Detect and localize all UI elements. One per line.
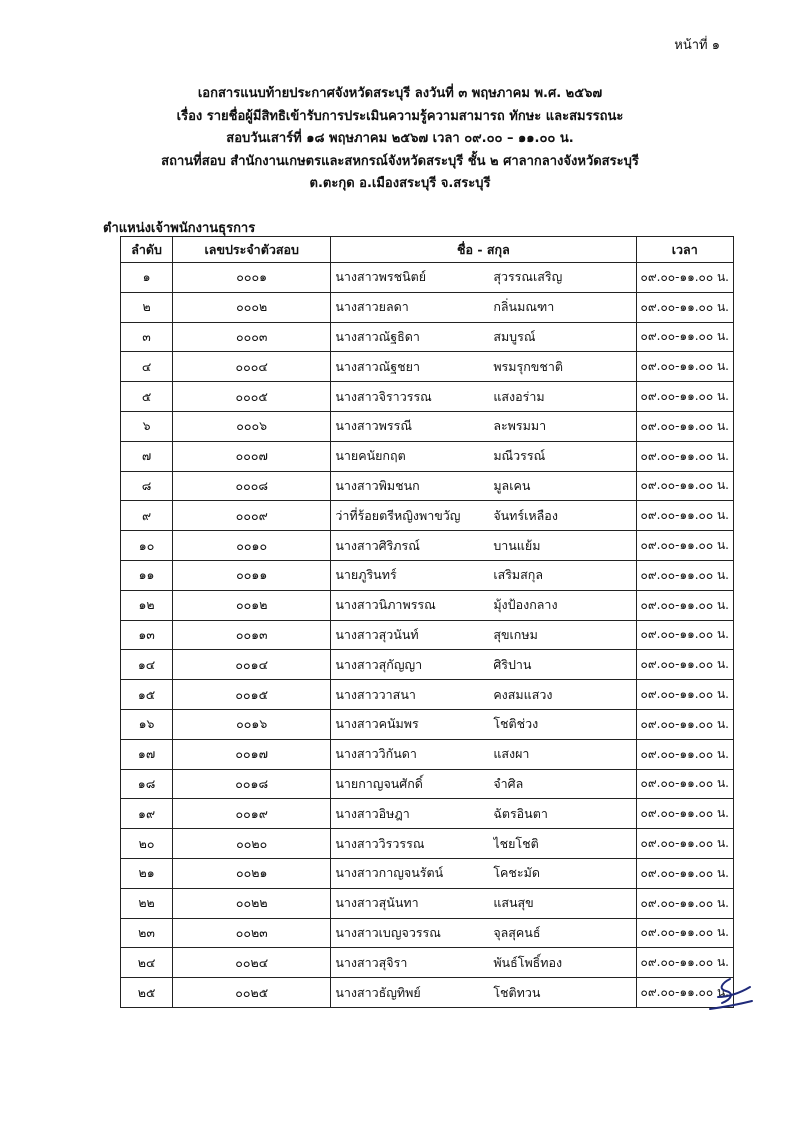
row-time: ๐๙.๐๐-๑๑.๐๐ น. — [636, 918, 733, 948]
row-name — [331, 352, 636, 382]
row-name — [331, 263, 636, 293]
row-first-name: นางสาวณัฐธิดา — [335, 328, 420, 344]
row-name — [331, 382, 636, 412]
row-last-name: โชติทวน — [493, 984, 541, 1000]
row-name — [331, 769, 636, 799]
row-name — [331, 411, 636, 441]
row-name-wrap — [335, 834, 631, 854]
row-first-name: นายคนัยกฤต — [335, 448, 406, 464]
row-first-name: นางสาวณัฐชยา — [335, 358, 420, 374]
row-last-name: พรมรุกขชาติ — [493, 358, 563, 374]
row-last-name: จำศิล — [493, 775, 524, 791]
row-seq: ๑๗ — [121, 739, 173, 769]
row-time: ๐๙.๐๐-๑๑.๐๐ น. — [636, 620, 733, 650]
row-time: ๐๙.๐๐-๑๑.๐๐ น. — [636, 292, 733, 322]
row-first-name: นางสาวคนัมพร — [335, 716, 419, 732]
row-seq: ๗ — [121, 441, 173, 471]
row-time: ๐๙.๐๐-๑๑.๐๐ น. — [636, 590, 733, 620]
table-row — [121, 739, 734, 769]
column-header-name: ชื่อ - สกุล — [331, 237, 636, 263]
row-name — [331, 978, 636, 1008]
row-name-wrap — [335, 863, 631, 883]
table-row — [121, 382, 734, 412]
table-row — [121, 471, 734, 501]
row-name — [331, 799, 636, 829]
row-first-name: นางสาวพรรณี — [335, 418, 412, 434]
row-time: ๐๙.๐๐-๑๑.๐๐ น. — [636, 352, 733, 382]
row-first-name: นางสาวจิราวรรณ — [335, 388, 432, 404]
row-seq: ๘ — [121, 471, 173, 501]
row-exam-id: ๐๐๐๒ — [173, 292, 331, 322]
table-row — [121, 978, 734, 1008]
row-name-wrap — [335, 387, 631, 407]
row-first-name: นางสาวพิมชนก — [335, 477, 420, 493]
table-row — [121, 888, 734, 918]
row-name — [331, 888, 636, 918]
row-last-name: แสนสุข — [493, 895, 534, 911]
row-name — [331, 858, 636, 888]
row-time: ๐๙.๐๐-๑๑.๐๐ น. — [636, 739, 733, 769]
row-exam-id: ๐๐๐๗ — [173, 441, 331, 471]
row-seq: ๑๙ — [121, 799, 173, 829]
row-seq: ๑ — [121, 263, 173, 293]
row-name — [331, 709, 636, 739]
position-title: ตำแหน่งเจ้าพนักงานธุรการ — [103, 221, 256, 236]
row-name-wrap — [335, 327, 631, 347]
row-first-name: นางสาวสุวนันท์ — [335, 626, 419, 642]
table-row — [121, 769, 734, 799]
row-name — [331, 829, 636, 859]
row-seq: ๑๔ — [121, 650, 173, 680]
table-row — [121, 858, 734, 888]
row-seq: ๓ — [121, 322, 173, 352]
row-last-name: โชติช่วง — [493, 716, 539, 732]
row-time: ๐๙.๐๐-๑๑.๐๐ น. — [636, 650, 733, 680]
row-time: ๐๙.๐๐-๑๑.๐๐ น. — [636, 441, 733, 471]
row-name — [331, 322, 636, 352]
header-line-1: เอกสารแนบท้ายประกาศจังหวัดสระบุรี ลงวันที่ ๓ พฤษภาคม พ.ศ. ๒๕๖๗ — [197, 86, 603, 101]
row-last-name: สมบูรณ์ — [493, 328, 536, 344]
document-header — [0, 83, 800, 196]
row-exam-id: ๐๐๒๒ — [173, 888, 331, 918]
row-seq: ๑๖ — [121, 709, 173, 739]
row-seq: ๕ — [121, 382, 173, 412]
row-name-wrap — [335, 565, 631, 585]
row-name-wrap — [335, 446, 631, 466]
row-time: ๐๙.๐๐-๑๑.๐๐ น. — [636, 411, 733, 441]
row-name-wrap — [335, 416, 631, 436]
row-last-name: คงสมแสวง — [493, 686, 553, 702]
row-time: ๐๙.๐๐-๑๑.๐๐ น. — [636, 263, 733, 293]
column-header-exam-id: เลขประจำตัวสอบ — [173, 237, 331, 263]
row-exam-id: ๐๐๐๔ — [173, 352, 331, 382]
table-row — [121, 799, 734, 829]
table-row — [121, 680, 734, 710]
row-name — [331, 739, 636, 769]
row-last-name: เสริมสกุล — [493, 567, 544, 583]
row-name — [331, 680, 636, 710]
row-first-name: นางสาวศิริภรณ์ — [335, 537, 420, 553]
row-name — [331, 620, 636, 650]
row-last-name: ละพรมมา — [493, 418, 547, 434]
row-exam-id: ๐๐๐๓ — [173, 322, 331, 352]
row-time: ๐๙.๐๐-๑๑.๐๐ น. — [636, 948, 733, 978]
row-name — [331, 590, 636, 620]
row-first-name: นางสาววิกันดา — [335, 746, 417, 762]
row-name-wrap — [335, 536, 631, 556]
row-exam-id: ๐๐๐๕ — [173, 382, 331, 412]
row-first-name: นางสาวสุกัญญา — [335, 656, 423, 672]
row-time: ๐๙.๐๐-๑๑.๐๐ น. — [636, 382, 733, 412]
header-line-4: สถานที่สอบ สำนักงานเกษตรและสหกรณ์จังหวัดสระบุรี ชั้น ๒ ศาลากลางจังหวัดสระบุรี — [161, 153, 639, 169]
row-time: ๐๙.๐๐-๑๑.๐๐ น. — [636, 978, 733, 1008]
header-line-2: เรื่อง รายชื่อผู้มีสิทธิเข้ารับการประเมินความรู้ความสามารถ ทักษะ และสมรรถนะ — [176, 108, 624, 124]
table-row — [121, 948, 734, 978]
row-last-name: โคชะมัด — [493, 865, 540, 881]
table-row — [121, 620, 734, 650]
row-exam-id: ๐๐๑๘ — [173, 769, 331, 799]
row-last-name: แสงผา — [493, 746, 530, 762]
row-exam-id: ๐๐๒๑ — [173, 858, 331, 888]
table-row — [121, 709, 734, 739]
table-header-row — [121, 237, 734, 263]
candidate-table — [120, 236, 734, 1008]
row-seq: ๙ — [121, 501, 173, 531]
row-last-name: สุวรรณเสริญ — [493, 269, 563, 285]
table-row — [121, 501, 734, 531]
row-exam-id: ๐๐๑๗ — [173, 739, 331, 769]
row-last-name: ศิริปาน — [493, 656, 532, 672]
row-name-wrap — [335, 625, 631, 645]
table-row — [121, 829, 734, 859]
row-name-wrap — [335, 774, 631, 794]
row-last-name: มณีวรรณ์ — [493, 448, 546, 464]
row-name — [331, 650, 636, 680]
row-time: ๐๙.๐๐-๑๑.๐๐ น. — [636, 501, 733, 531]
row-first-name: นางสาวสุจิรา — [335, 954, 408, 970]
row-first-name: นางสาวกาญจนรัตน์ — [335, 865, 444, 881]
row-last-name: มุ้งป้องกลาง — [493, 597, 558, 613]
row-name — [331, 292, 636, 322]
row-exam-id: ๐๐๐๙ — [173, 501, 331, 531]
row-exam-id: ๐๐๒๐ — [173, 829, 331, 859]
row-seq: ๑๘ — [121, 769, 173, 799]
row-exam-id: ๐๐๑๒ — [173, 590, 331, 620]
table-row — [121, 590, 734, 620]
header-line-3: สอบวันเสาร์ที่ ๑๘ พฤษภาคม ๒๕๖๗ เวลา ๐๙.๐๐ – ๑๑.๐๐ น. — [226, 131, 574, 146]
row-last-name: พันธ์โพธิ์ทอง — [493, 954, 563, 970]
row-exam-id: ๐๐๒๕ — [173, 978, 331, 1008]
row-name — [331, 948, 636, 978]
row-first-name: นางสาววิรวรรณ — [335, 835, 425, 851]
row-name-wrap — [335, 595, 631, 615]
row-last-name: ไชยโชติ — [493, 835, 539, 851]
row-seq: ๑๑ — [121, 560, 173, 590]
row-name-wrap — [335, 476, 631, 496]
page-number: หน้าที่ ๑ — [674, 38, 720, 53]
row-seq: ๒๔ — [121, 948, 173, 978]
table-row — [121, 322, 734, 352]
row-seq: ๒๓ — [121, 918, 173, 948]
row-time: ๐๙.๐๐-๑๑.๐๐ น. — [636, 531, 733, 561]
table-row — [121, 560, 734, 590]
table-row — [121, 352, 734, 382]
row-seq: ๒๑ — [121, 858, 173, 888]
row-first-name: นางสาวเบญจวรรณ — [335, 924, 441, 940]
row-name-wrap — [335, 983, 631, 1003]
row-name-wrap — [335, 804, 631, 824]
row-time: ๐๙.๐๐-๑๑.๐๐ น. — [636, 680, 733, 710]
table-row — [121, 918, 734, 948]
row-exam-id: ๐๐๑๙ — [173, 799, 331, 829]
row-first-name: นางสาวนิภาพรรณ — [335, 597, 436, 613]
row-time: ๐๙.๐๐-๑๑.๐๐ น. — [636, 709, 733, 739]
row-exam-id: ๐๐๐๘ — [173, 471, 331, 501]
row-exam-id: ๐๐๑๑ — [173, 560, 331, 590]
row-time: ๐๙.๐๐-๑๑.๐๐ น. — [636, 799, 733, 829]
row-name-wrap — [335, 357, 631, 377]
row-seq: ๒ — [121, 292, 173, 322]
table-row — [121, 292, 734, 322]
table-row — [121, 411, 734, 441]
row-exam-id: ๐๐๑๔ — [173, 650, 331, 680]
row-first-name: นางสาววาสนา — [335, 686, 416, 702]
row-name-wrap — [335, 506, 631, 526]
row-name-wrap — [335, 893, 631, 913]
row-seq: ๒๒ — [121, 888, 173, 918]
row-name — [331, 471, 636, 501]
row-name-wrap — [335, 297, 631, 317]
row-last-name: บานแย้ม — [493, 537, 541, 553]
row-first-name: นางสาวพรชนิตย์ — [335, 269, 427, 285]
row-first-name: นางสาวอิษฎา — [335, 805, 410, 821]
row-time: ๐๙.๐๐-๑๑.๐๐ น. — [636, 322, 733, 352]
row-name — [331, 501, 636, 531]
row-last-name: จุลสุคนธ์ — [493, 924, 541, 940]
row-last-name: จันทร์เหลือง — [493, 507, 558, 523]
row-exam-id: ๐๐๑๓ — [173, 620, 331, 650]
row-seq: ๑๐ — [121, 531, 173, 561]
row-time: ๐๙.๐๐-๑๑.๐๐ น. — [636, 769, 733, 799]
row-exam-id: ๐๐๒๔ — [173, 948, 331, 978]
row-seq: ๒๐ — [121, 829, 173, 859]
row-exam-id: ๐๐๑๕ — [173, 680, 331, 710]
row-exam-id: ๐๐๐๑ — [173, 263, 331, 293]
row-last-name: สุขเกษม — [493, 626, 538, 642]
table-row — [121, 650, 734, 680]
row-seq: ๖ — [121, 411, 173, 441]
row-seq: ๑๒ — [121, 590, 173, 620]
row-exam-id: ๐๐๐๖ — [173, 411, 331, 441]
row-time: ๐๙.๐๐-๑๑.๐๐ น. — [636, 888, 733, 918]
row-name — [331, 918, 636, 948]
row-last-name: แสงอร่าม — [493, 388, 545, 404]
row-name-wrap — [335, 655, 631, 675]
row-name-wrap — [335, 923, 631, 943]
row-first-name: นายกาญจนศักดิ์ — [335, 775, 423, 791]
row-name — [331, 560, 636, 590]
row-seq: ๑๕ — [121, 680, 173, 710]
row-seq: ๔ — [121, 352, 173, 382]
row-exam-id: ๐๐๑๖ — [173, 709, 331, 739]
row-first-name: นางสาวยลดา — [335, 299, 409, 315]
row-name-wrap — [335, 953, 631, 973]
row-last-name: มูลเคน — [493, 477, 531, 493]
row-exam-id: ๐๐๑๐ — [173, 531, 331, 561]
row-time: ๐๙.๐๐-๑๑.๐๐ น. — [636, 858, 733, 888]
row-time: ๐๙.๐๐-๑๑.๐๐ น. — [636, 829, 733, 859]
row-last-name: ฉัตรอินตา — [493, 805, 548, 821]
row-name-wrap — [335, 714, 631, 734]
row-seq: ๑๓ — [121, 620, 173, 650]
row-exam-id: ๐๐๒๓ — [173, 918, 331, 948]
row-name — [331, 531, 636, 561]
signature-mark — [700, 975, 760, 1015]
row-name-wrap — [335, 744, 631, 764]
table-row — [121, 531, 734, 561]
row-first-name: นายภูรินทร์ — [335, 567, 397, 583]
row-name — [331, 441, 636, 471]
table-row — [121, 263, 734, 293]
row-seq: ๒๕ — [121, 978, 173, 1008]
table-body — [121, 263, 734, 1008]
header-line-5: ต.ตะกุด อ.เมืองสระบุรี จ.สระบุรี — [309, 176, 491, 191]
row-time: ๐๙.๐๐-๑๑.๐๐ น. — [636, 560, 733, 590]
column-header-seq: ลำดับ — [121, 237, 173, 263]
row-name-wrap — [335, 267, 631, 287]
row-time: ๐๙.๐๐-๑๑.๐๐ น. — [636, 471, 733, 501]
row-last-name: กลิ่นมณฑา — [493, 299, 555, 315]
row-first-name: นางสาวสุนันทา — [335, 895, 419, 911]
column-header-time: เวลา — [636, 237, 733, 263]
table-row — [121, 441, 734, 471]
row-name-wrap — [335, 685, 631, 705]
row-first-name: นางสาวธัญทิพย์ — [335, 984, 421, 1000]
row-first-name: ว่าที่ร้อยตรีหญิงพาขวัญ — [335, 507, 461, 523]
